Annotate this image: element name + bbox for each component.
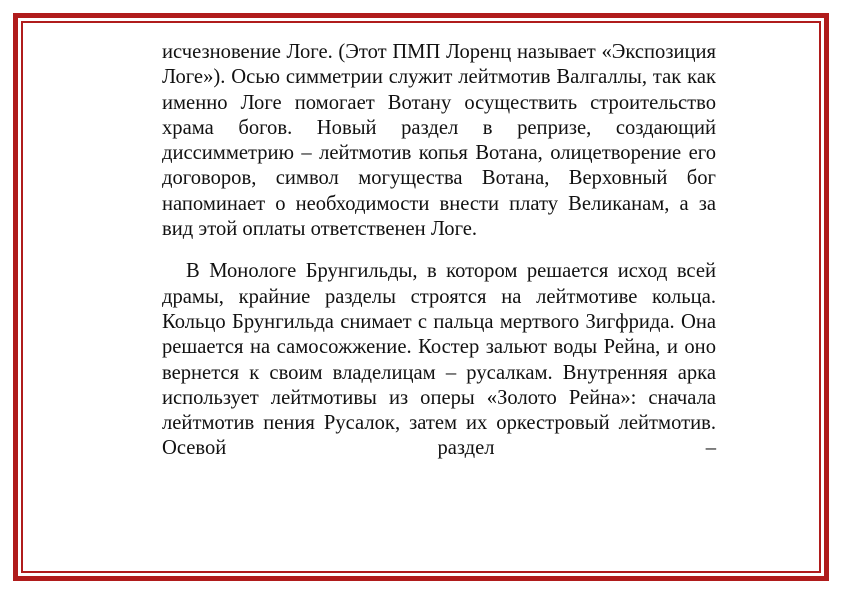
paragraph-brunnhilde-monologue: В Монологе Брунгильды, в котором решается исход всей драмы, крайние разделы строятся на лейтмотиве кольца. Кольцо Брунгильда снимает с пальца мертвого Зигфрида. Она решается на самосожжение. Костер зальют воды Рейна, и оно вернется к своим владелицам – русалкам. Внутренняя арка использует лейтмотивы из оперы «Золото Рейна»: сначала лейтмотив пения Русалок, затем их оркестровый лейтмотив. Осевой раздел – xyxy=(162,260,716,460)
paragraph-continuation: исчезновение Логе. (Этот ПМП Лоренц называет «Экспозиция Логе»). Осью симметрии служит лейтмотив Валгаллы, так как именно Логе помогает Вотану осуществить строительство храма богов. Новый раздел в репризе, создающий диссимметрию – лейтмотив копья Вотана, олицетворение его договоров, символ могущества Вотана, Верховный бог напоминает о необходимости внести плату Великанам, а за вид этой оплаты ответственен Логе. xyxy=(162,41,716,241)
document-text xyxy=(162,40,716,462)
